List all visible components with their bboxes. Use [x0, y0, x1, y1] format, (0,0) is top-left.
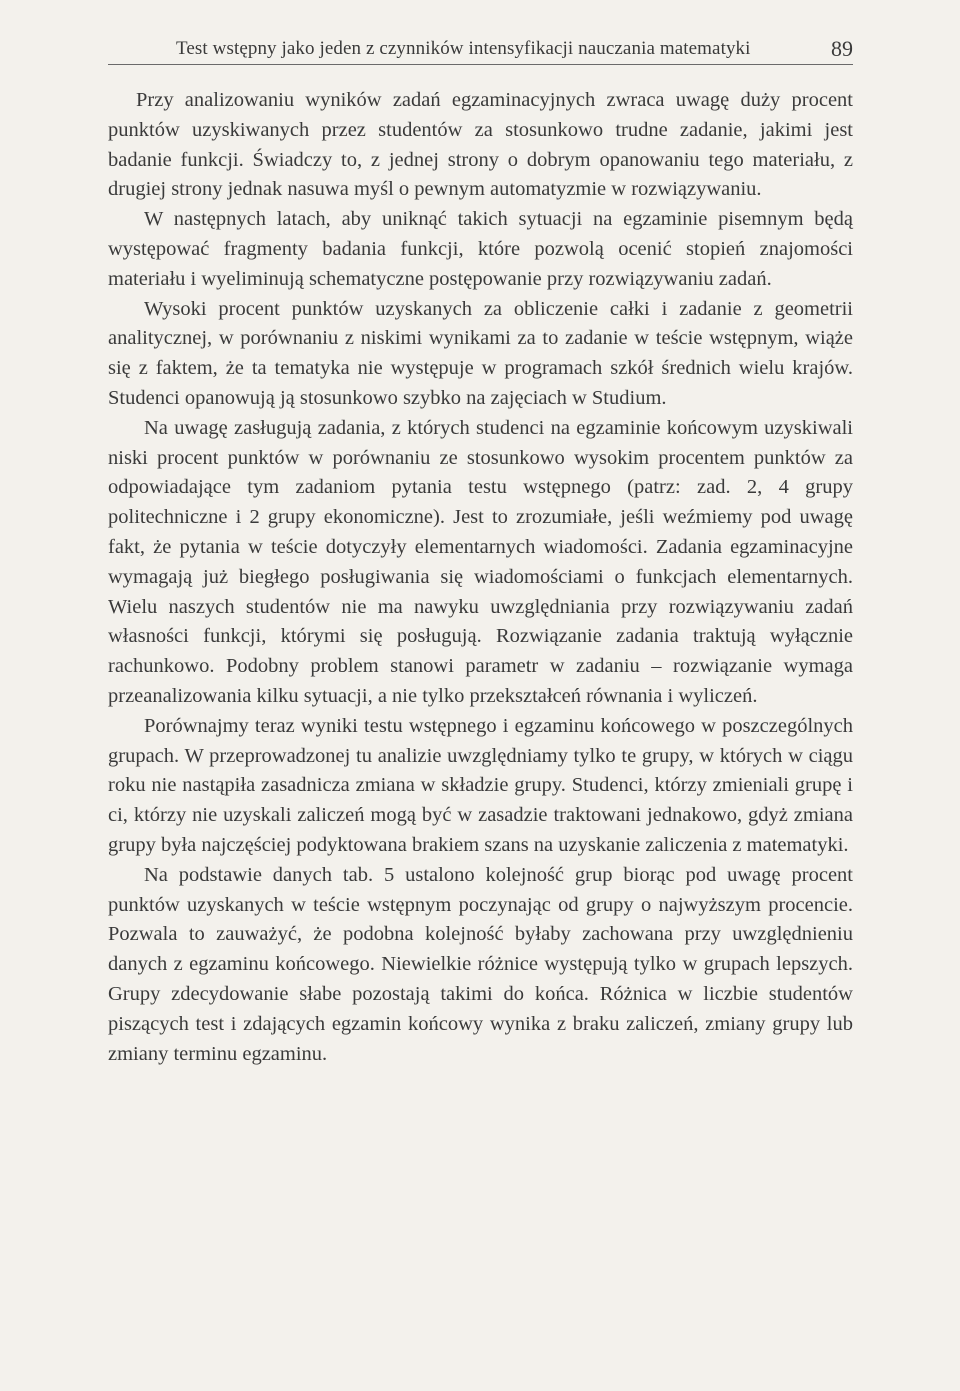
- paragraph: Przy analizowaniu wyników zadań egzaminacyjnych zwraca uwagę duży procent punktów uzyskiwanych przez studentów za stosunkowo trudne zadanie, jakimi jest badanie funkcji. Świadczy to, z jednej strony o dobrym opanowaniu tego materiału, z drugiej strony jednak nasuwa myśl o pewnym automatyzmie w rozwiązywaniu.: [108, 89, 853, 201]
- paragraph: Na podstawie danych tab. 5 ustalono kolejność grup biorąc pod uwagę procent punktów uzyskanych w teście wstępnym poczynając od grupy o najwyższym procencie. Pozwala to zauważyć, że podobna kolejność byłaby zachowana przy uwzględnieniu danych z egzaminu końcowego. Niewielkie różnice występują tylko w grupach lepszych. Grupy zdecydowanie słabe pozostają takimi do końca. Różnica w liczbie studentów piszących test i zdających egzamin końcowy wynika z braku zaliczeń, zmiany grupy lub zmiany terminu egzaminu.: [108, 863, 853, 1065]
- running-header: [108, 36, 853, 65]
- running-title: Test wstępny jako jeden z czynników intensyfikacji nauczania matematyki: [176, 38, 751, 59]
- page-number: 89: [831, 36, 853, 61]
- paragraph: Na uwagę zasługują zadania, z których studenci na egzaminie końcowym uzyskiwali niski procent punktów w porównaniu ze stosunkowo wysokim procentem punktów za odpowiadające tym zadaniom pytania testu wstępnego (patrz: zad. 2, 4 grupy politechniczne i 2 grupy ekonomiczne). Jest to zrozumiałe, jeśli weźmiemy pod uwagę fakt, że pytania w teście dotyczyły elementarnych wiadomości. Zadania egzaminacyjne wymagają już biegłego posługiwania się wiadomościami o funkcjach elementarnych. Wielu naszych studentów nie ma nawyku uwzględniania przy rozwiązywaniu zadań własności funkcji, którymi się posługują. Rozwiązanie zadania traktują wyłącznie rachunkowo. Podobny problem stanowi parametr w zadaniu – rozwiązanie wymaga przeanalizowania kilku sytuacji, a nie tylko przekształceń równania i wyliczeń.: [108, 416, 853, 707]
- paragraph: W następnych latach, aby uniknąć takich sytuacji na egzaminie pisemnym będą występować fragmenty badania funkcji, które pozwolą ocenić stopień znajomości materiału i wyeliminują schematyczne postępowanie przy rozwiązywaniu zadań.: [108, 208, 853, 290]
- body-text: [108, 86, 853, 1069]
- paragraph: Porównajmy teraz wyniki testu wstępnego i egzaminu końcowego w poszczególnych grupach. W przeprowadzonej tu analizie uwzględniamy tylko te grupy, w których w ciągu roku nie nastąpiła zasadnicza zmiana w składzie grupy. Studenci, którzy zmieniali grupę i ci, którzy nie uzyskali zaliczeń mogą być w zasadzie traktowani jednakowo, gdyż zmiana grupy była najczęściej podyktowana brakiem szans na uzyskanie zaliczenia z matematyki.: [108, 714, 853, 856]
- paragraph: Wysoki procent punktów uzyskanych za obliczenie całki i zadanie z geometrii analitycznej, w porównaniu z niskimi wynikami za to zadanie w teście wstępnym, wiąże się z faktem, że ta tematyka nie występuje w programach szkół średnich wielu krajów. Studenci opanowują ją stosunkowo szybko na zajęciach w Studium.: [108, 297, 853, 409]
